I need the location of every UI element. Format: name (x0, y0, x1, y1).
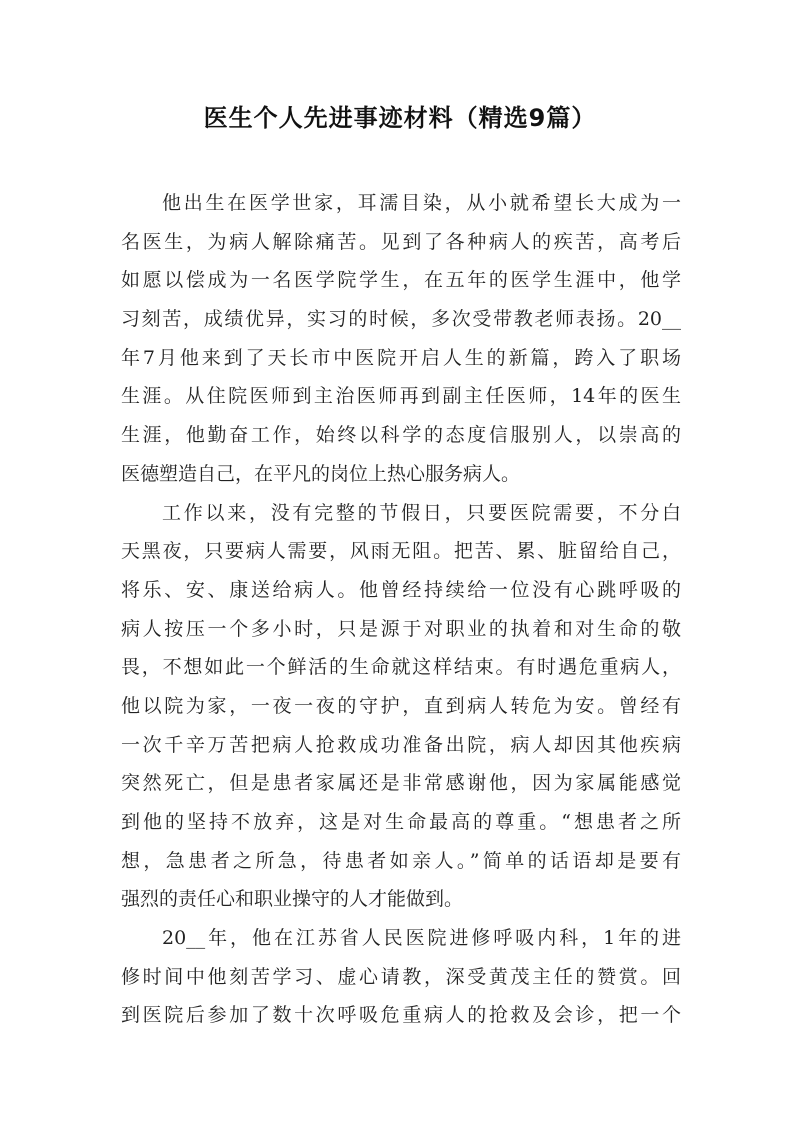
body-line: 医德塑造自己，在平凡的岗位上热心服务病人。 (121, 462, 521, 485)
body-line: 生涯，他勤奋工作，始终以科学的态度信服别人，以崇高的 (121, 424, 681, 447)
body-line: 他以院为家，一夜一夜的守护，直到病人转危为安。曾经有 (121, 694, 681, 717)
document-body (121, 184, 681, 1035)
body-line: 到他的坚持不放弃，这是对生命最高的尊重。“想患者之所 (121, 811, 681, 833)
body-line: 一次千辛万苦把病人抢救成功准备出院，病人却因其他疾病 (121, 733, 681, 756)
body-line: 到医院后参加了数十次呼吸危重病人的抢救及会诊，把一个 (121, 1004, 681, 1027)
body-line: 20__年，他在江苏省人民医院进修呼吸内科，1年的进 (162, 927, 681, 950)
body-line: 将乐、安、康送给病人。他曾经持续给一位没有心跳呼吸的 (121, 578, 681, 601)
document-title: 医生个人先进事迹材料（精选9篇） (203, 104, 597, 132)
body-line: 工作以来，没有完整的节假日，只要医院需要，不分白 (162, 501, 681, 524)
body-line: 习刻苦，成绩优异，实习的时候，多次受带教老师表扬。20__ (121, 308, 681, 331)
body-line: 突然死亡，但是患者家属还是非常感谢他，因为家属能感觉 (121, 772, 681, 795)
body-line: 他出生在医学世家，耳濡目染，从小就希望长大成为一 (162, 192, 681, 214)
body-line: 年7月他来到了天长市中医院开启人生的新篇，跨入了职场 (121, 346, 681, 369)
body-line: 强烈的责任心和职业操守的人才能做到。 (121, 888, 464, 911)
body-line: 天黑夜，只要病人需要，风雨无阻。把苦、累、脏留给自己， (121, 540, 681, 563)
body-line: 想，急患者之所急，待患者如亲人。”简单的话语却是要有 (121, 849, 681, 872)
body-line: 生涯。从住院医师到主治医师再到副主任医师，14年的医生 (121, 385, 681, 408)
body-line: 名医生，为病人解除痛苦。见到了各种病人的疾苦，高考后 (121, 230, 681, 253)
body-line: 修时间中他刻苦学习、虚心请教，深受黄茂主任的赞赏。回 (121, 965, 681, 988)
body-line: 病人按压一个多小时，只是源于对职业的执着和对生命的敬 (121, 617, 681, 640)
body-line: 如愿以偿成为一名医学院学生，在五年的医学生涯中，他学 (121, 269, 681, 292)
body-line: 畏，不想如此一个鲜活的生命就这样结束。有时遇危重病人， (121, 656, 681, 679)
